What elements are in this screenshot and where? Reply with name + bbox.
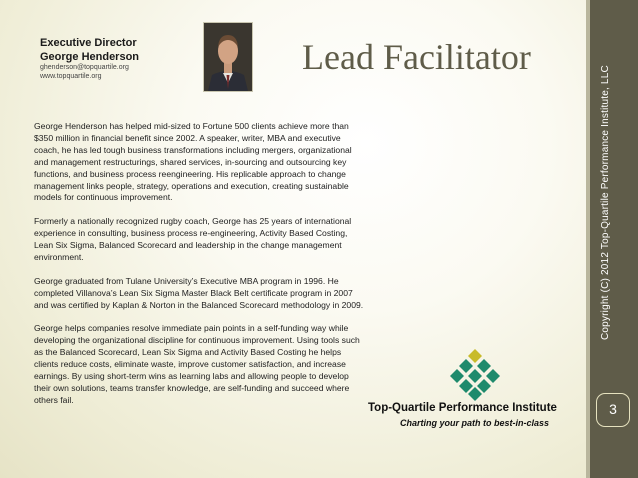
logo-tagline: Charting your path to best-in-class: [400, 418, 550, 428]
bio-paragraph-3: George graduated from Tulane University’s Executive MBA program in 1996. He completed Villanova’s Lean Six Sigma Master Black Belt certificate program in 2007 and was certified by Kaplan & Norton in the Balanced Scorecard methodology in 2009.: [34, 275, 364, 310]
header-role: Executive Director: [40, 37, 137, 49]
bio-paragraph-4: George helps companies resolve immediate pain points in a self-funding way while developing the organizational discipline for continuous improvement. Using tools such as the Balanced Scorecard, Lean Six Sigma and Activity Based Costing he helps clients reduce costs, eliminate waste, improve customer satisfaction, and increase earnings. By using short-term wins as learning labs and allowing people to develop their own solutions, teams transfer knowledge, are self-funding and succeed where others fail.: [34, 323, 360, 405]
copyright-text: Copyright (C) 2012 Top-Quartile Performance Institute, LLC: [600, 65, 611, 340]
bio-text: [34, 121, 364, 419]
portrait-photo: [203, 22, 253, 92]
logo-name: Top-Quartile Performance Institute: [368, 402, 557, 414]
slide-title: Lead Facilitator: [302, 37, 531, 77]
bio-paragraph-2: Formerly a nationally recognized rugby coach, George has 25 years of international experience in consulting, business process re-engineering, Activity Based Costing, Lean Six Sigma, Balanced Scorecard and leadership in the change management environment.: [34, 216, 352, 262]
header-website: www.topquartile.org: [40, 73, 102, 80]
header-email: ghenderson@topquartile.org: [40, 64, 129, 71]
header-name: George Henderson: [40, 51, 140, 63]
page-number: 3: [596, 393, 630, 427]
diamond-logo-icon: [450, 347, 500, 401]
bio-paragraph-1: George Henderson has helped mid-sized to Fortune 500 clients achieve more than $350 million in financial benefit since 2002. A speaker, writer, MBA and executive coach, he has led tough business transformations including mergers, organizational and management restructurings, shared services, in-sourcing and outsourcing key functions, and business process reengineering. His replicable approach to change management links people, strategy, operations and execution, creating sustainable models for continuous improvement.: [34, 121, 352, 203]
